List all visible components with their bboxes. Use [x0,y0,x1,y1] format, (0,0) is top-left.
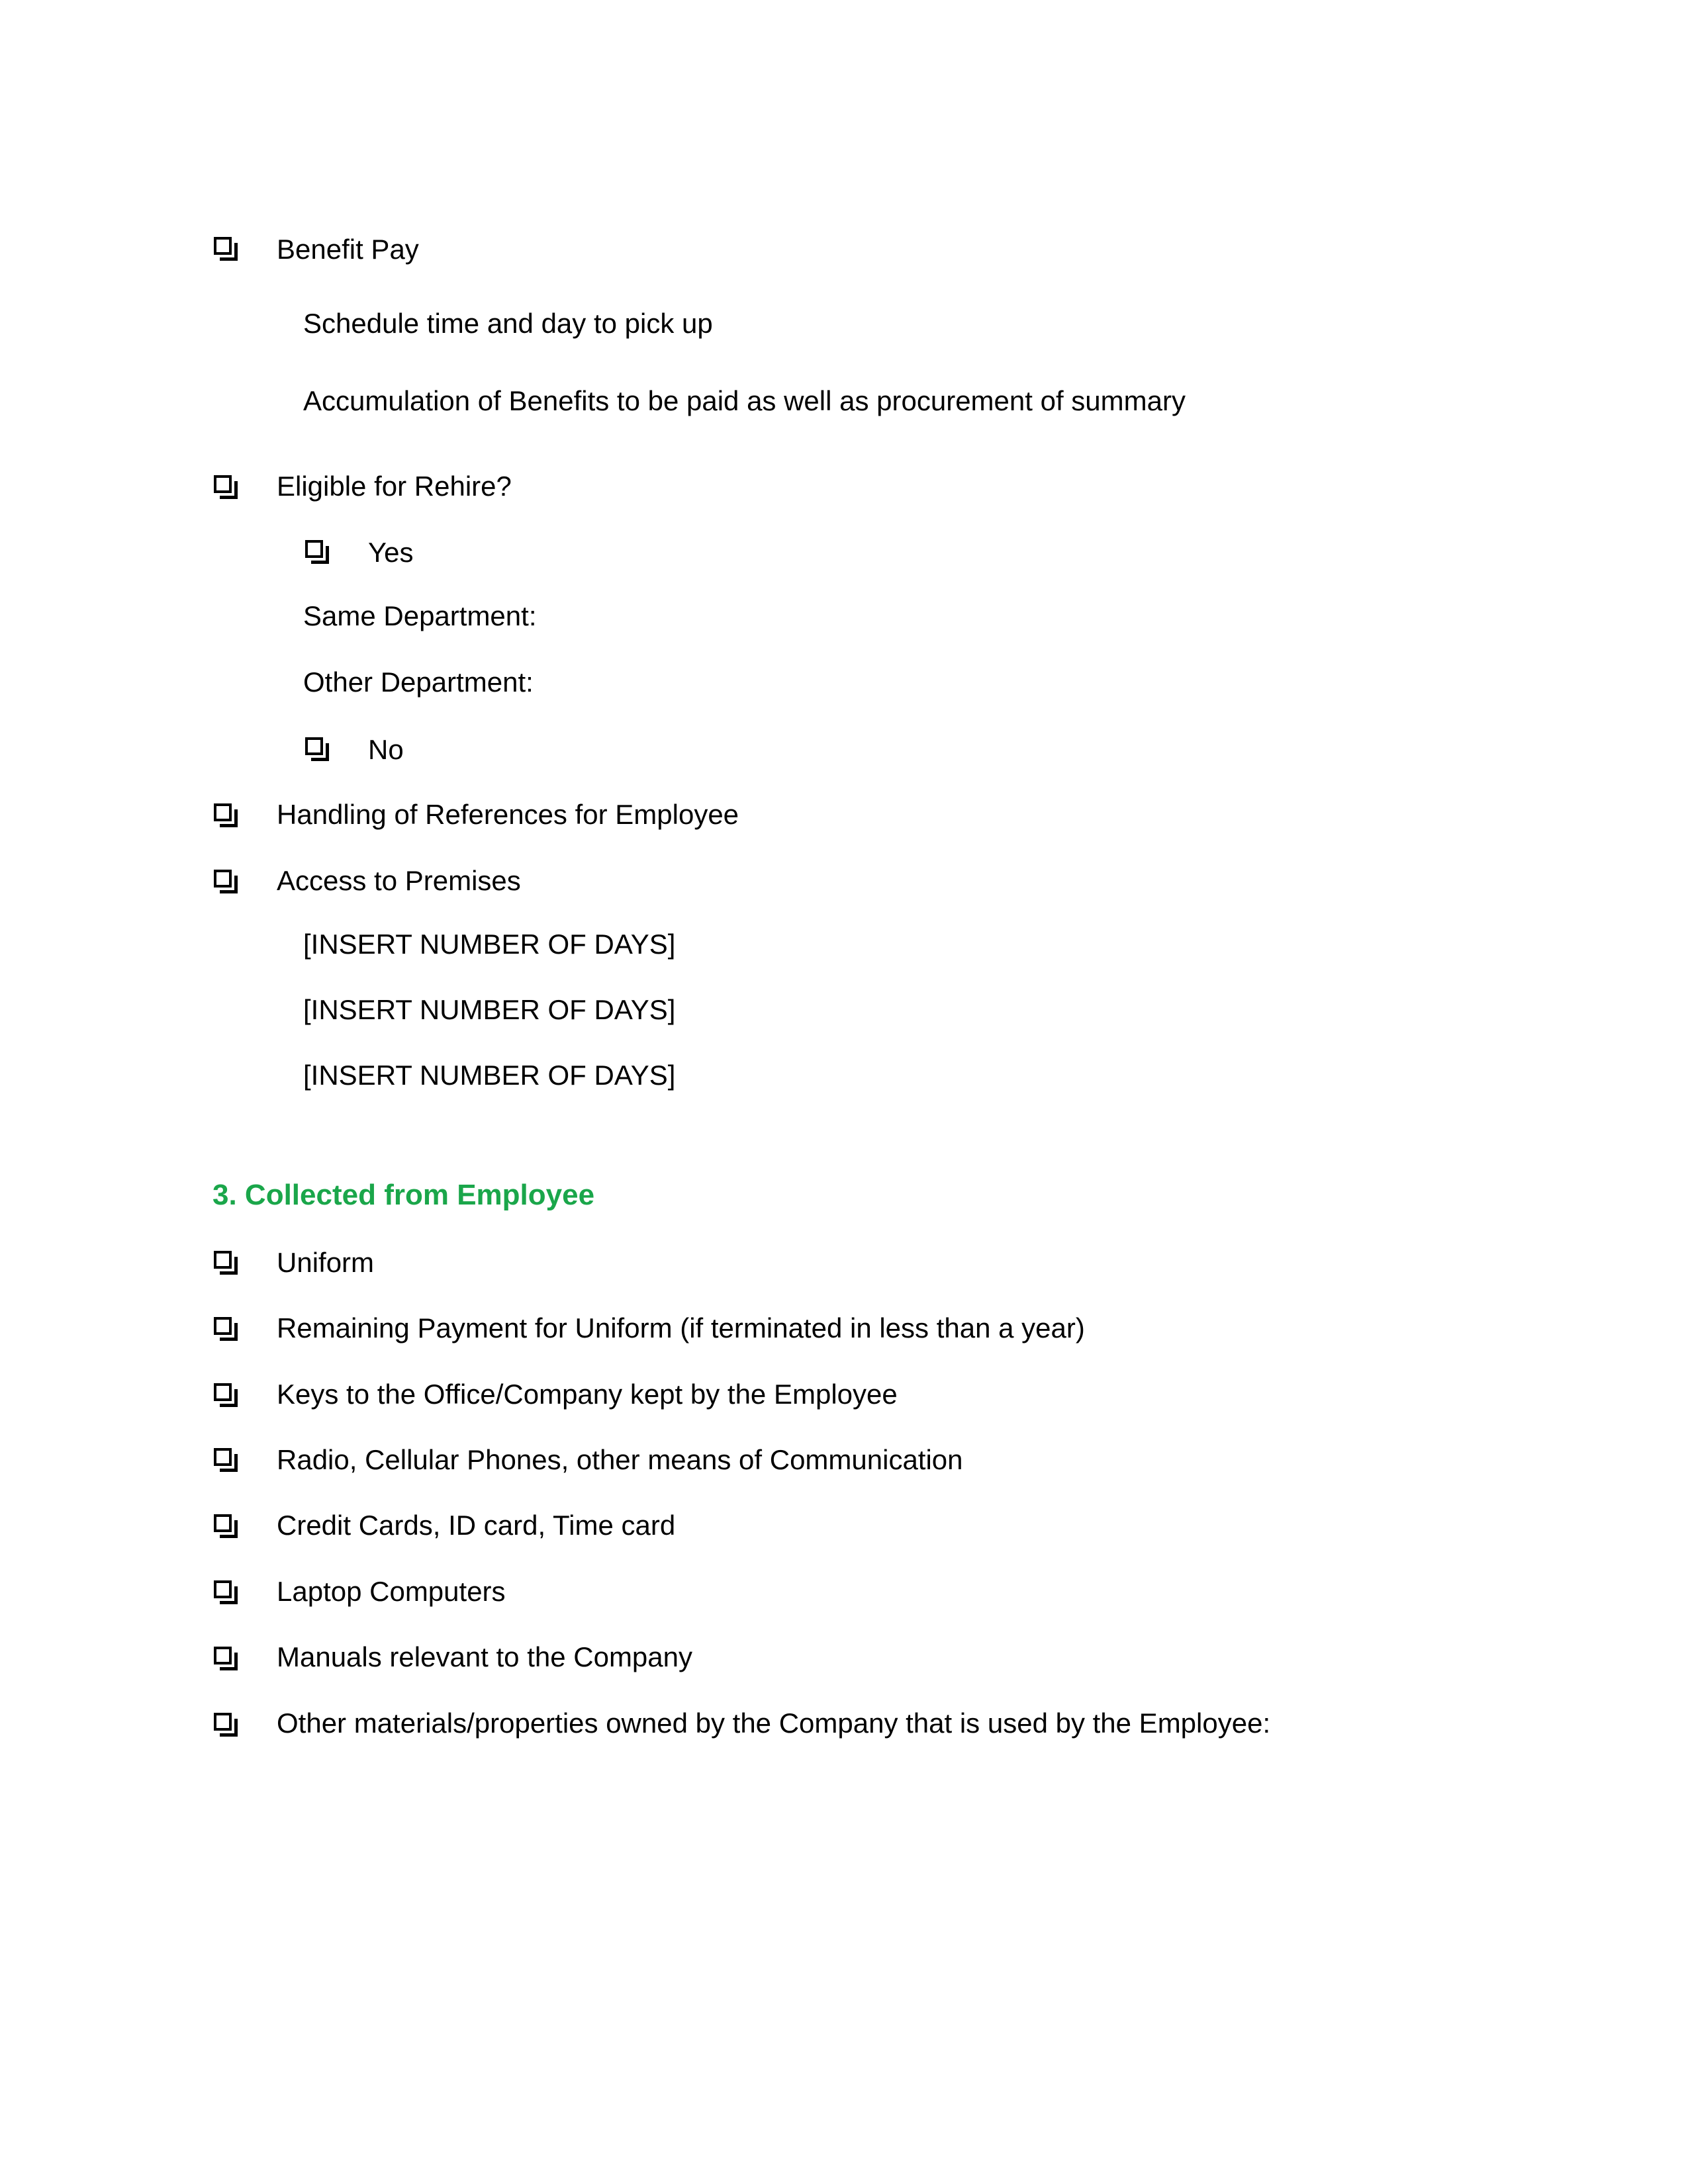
checkbox-icon[interactable] [214,237,232,255]
collected-item: Manuals relevant to the Company [277,1641,693,1672]
item-yes: Yes [368,537,414,568]
item-access-premises: Access to Premises [277,865,521,896]
checkbox-icon[interactable] [305,737,323,755]
item-eligible-rehire: Eligible for Rehire? [277,471,512,502]
collected-item: Remaining Payment for Uniform (if terminated in less than a year) [277,1312,1085,1343]
checkbox-icon[interactable] [214,475,232,493]
collected-item: Credit Cards, ID card, Time card [277,1510,676,1541]
collected-item: Keys to the Office/Company kept by the Employee [277,1379,898,1410]
checkbox-icon[interactable] [214,1514,232,1532]
collected-item: Radio, Cellular Phones, other means of Communication [277,1444,963,1475]
item-no: No [368,734,404,765]
collected-item: Other materials/properties owned by the Company that is used by the Employee: [277,1707,1271,1739]
item-schedule: Schedule time and day to pick up [303,308,713,339]
item-insert-days-3: [INSERT NUMBER OF DAYS] [303,1060,676,1091]
collected-item: Uniform [277,1247,375,1278]
item-same-department: Same Department: [303,600,537,631]
item-insert-days-1: [INSERT NUMBER OF DAYS] [303,929,676,960]
checkbox-icon[interactable] [214,1317,232,1335]
checkbox-icon[interactable] [214,1713,232,1731]
checkbox-icon[interactable] [214,1580,232,1598]
item-benefit-pay: Benefit Pay [277,234,419,265]
checkbox-icon[interactable] [214,1647,232,1664]
collected-item: Laptop Computers [277,1576,506,1607]
item-accumulation: Accumulation of Benefits to be paid as well as procurement of summary [303,385,1186,416]
checkbox-icon[interactable] [214,870,232,887]
checkbox-icon[interactable] [214,1251,232,1269]
item-insert-days-2: [INSERT NUMBER OF DAYS] [303,994,676,1025]
item-references: Handling of References for Employee [277,799,739,830]
checkbox-icon[interactable] [214,803,232,821]
item-other-department: Other Department: [303,666,534,698]
checkbox-icon[interactable] [214,1383,232,1401]
section-heading: 3. Collected from Employee [212,1179,595,1211]
checkbox-icon[interactable] [305,540,323,558]
checkbox-icon[interactable] [214,1448,232,1466]
